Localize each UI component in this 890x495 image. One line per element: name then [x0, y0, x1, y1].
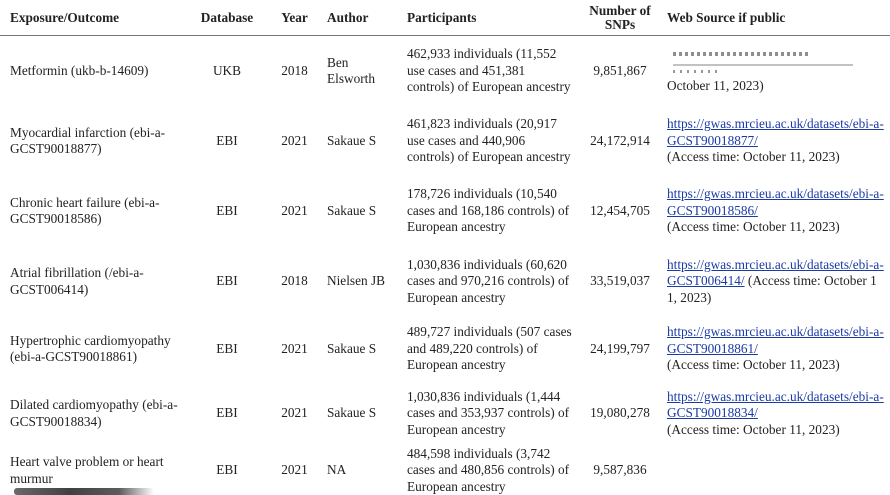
header-database: Database	[188, 0, 266, 36]
cell-participants: 461,823 individuals (20,917 use cases and 440,906 controls) of European ancestry	[407, 116, 571, 165]
cell-year: 2021	[281, 340, 308, 356]
header-year: Year	[266, 0, 323, 36]
header-exposure: Exposure/Outcome	[0, 0, 188, 36]
cell-year: 2018	[281, 62, 308, 78]
cell-author: Ben Elsworth	[327, 54, 376, 86]
cell-year: 2018	[281, 273, 308, 289]
source-link[interactable]: https://gwas.mrcieu.ac.uk/datasets/ebi-a-GCST90018861/	[667, 324, 884, 356]
cell-database: EBI	[216, 405, 238, 421]
table-row	[0, 176, 890, 246]
cell-participants: 178,726 individuals (10,540 cases and 168,186 controls) of European ancestry	[407, 186, 570, 235]
header-number-of-snps: Number of SNPs	[577, 0, 663, 36]
cell-exposure: Dilated cardiomyopathy (ebi-a-GCST90018834)	[10, 397, 178, 429]
cell-web-source	[663, 446, 890, 495]
cell-web-source	[663, 246, 890, 317]
cell-participants: 1,030,836 individuals (60,620 cases and 970,216 controls) of European ancestry	[407, 256, 570, 305]
source-access-text: (Access time: October 11, 2023)	[667, 357, 840, 373]
cell-exposure: Metformin (ukb-b-14609)	[10, 62, 149, 78]
cell-participants: 462,933 individuals (11,552 use cases and 451,381 controls) of European ancestry	[407, 46, 571, 95]
cell-exposure: Chronic heart failure (ebi-a-GCST90018586)	[10, 194, 160, 226]
cell-exposure: Heart valve problem or heart murmur	[10, 454, 164, 486]
cell-exposure: Atrial fibrillation (/ebi-a-GCST006414)	[10, 265, 144, 297]
table-row	[0, 106, 890, 176]
cell-web-source	[663, 317, 890, 381]
cell-snps: 12,454,705	[590, 202, 650, 218]
cell-snps: 24,172,914	[590, 132, 650, 148]
cell-author: Sakaue S	[327, 340, 377, 356]
header-row	[0, 0, 890, 36]
header-participants: Participants	[403, 0, 577, 36]
scan-artifact-smear	[14, 488, 154, 495]
source-access-text: (Access time: October 11, 2023)	[667, 273, 877, 305]
cell-database: EBI	[216, 132, 238, 148]
cell-snps: 9,851,867	[593, 62, 647, 78]
cell-snps: 33,519,037	[590, 273, 650, 289]
table-row	[0, 36, 890, 107]
cell-exposure: Myocardial infarction (ebi-a-GCST90018877)	[10, 124, 166, 156]
cell-year: 2021	[281, 462, 308, 478]
source-access-text: (Access time: October 11, 2023)	[667, 219, 840, 235]
cell-year: 2021	[281, 405, 308, 421]
table-row	[0, 381, 890, 446]
cell-author: Sakaue S	[327, 132, 377, 148]
cell-snps: 24,199,797	[590, 340, 650, 356]
cell-database: EBI	[216, 340, 238, 356]
cell-database: EBI	[216, 273, 238, 289]
cell-author: NA	[327, 462, 347, 478]
cell-web-source	[663, 106, 890, 176]
source-access-text: (Access time: October 11, 2023)	[667, 421, 840, 437]
cell-snps: 19,080,278	[590, 405, 650, 421]
cell-database: EBI	[216, 202, 238, 218]
table-row	[0, 246, 890, 317]
table-row	[0, 317, 890, 381]
cell-exposure: Hypertrophic cardiomyopathy (ebi-a-GCST90018861)	[10, 332, 171, 364]
redacted-source-link	[667, 48, 886, 78]
cell-participants: 484,598 individuals (3,742 cases and 480,856 controls) of European ancestry	[407, 446, 570, 494]
cell-year: 2021	[281, 202, 308, 218]
cell-snps: 9,587,836	[593, 462, 647, 478]
cell-participants: 489,727 individuals (507 cases and 489,220 controls) of European ancestry	[407, 324, 572, 373]
source-link[interactable]: https://gwas.mrcieu.ac.uk/datasets/ebi-a-GCST90018834/	[667, 388, 884, 421]
cell-web-source	[663, 176, 890, 246]
header-web-source: Web Source if public	[663, 0, 890, 36]
source-link[interactable]: https://gwas.mrcieu.ac.uk/datasets/ebi-a-GCST90018586/	[667, 186, 884, 218]
cell-participants: 1,030,836 individuals (1,444 cases and 353,937 controls) of European ancestry	[407, 388, 570, 437]
source-link[interactable]: https://gwas.mrcieu.ac.uk/datasets/ebi-a-GCST90018877/	[667, 116, 884, 148]
cell-author: Sakaue S	[327, 202, 377, 218]
source-access-text: October 11, 2023)	[667, 77, 764, 93]
cell-web-source	[663, 381, 890, 446]
source-access-text: (Access time: October 11, 2023)	[667, 149, 840, 165]
cell-author: Sakaue S	[327, 405, 377, 421]
cell-author: Nielsen JB	[327, 273, 385, 289]
cell-database: EBI	[216, 462, 238, 478]
cell-database: UKB	[212, 62, 242, 78]
source-link[interactable]: https://gwas.mrcieu.ac.uk/datasets/ebi-a-GCST006414/	[667, 256, 884, 289]
cell-web-source	[663, 36, 890, 107]
cell-year: 2021	[281, 132, 308, 148]
header-author: Author	[323, 0, 403, 36]
